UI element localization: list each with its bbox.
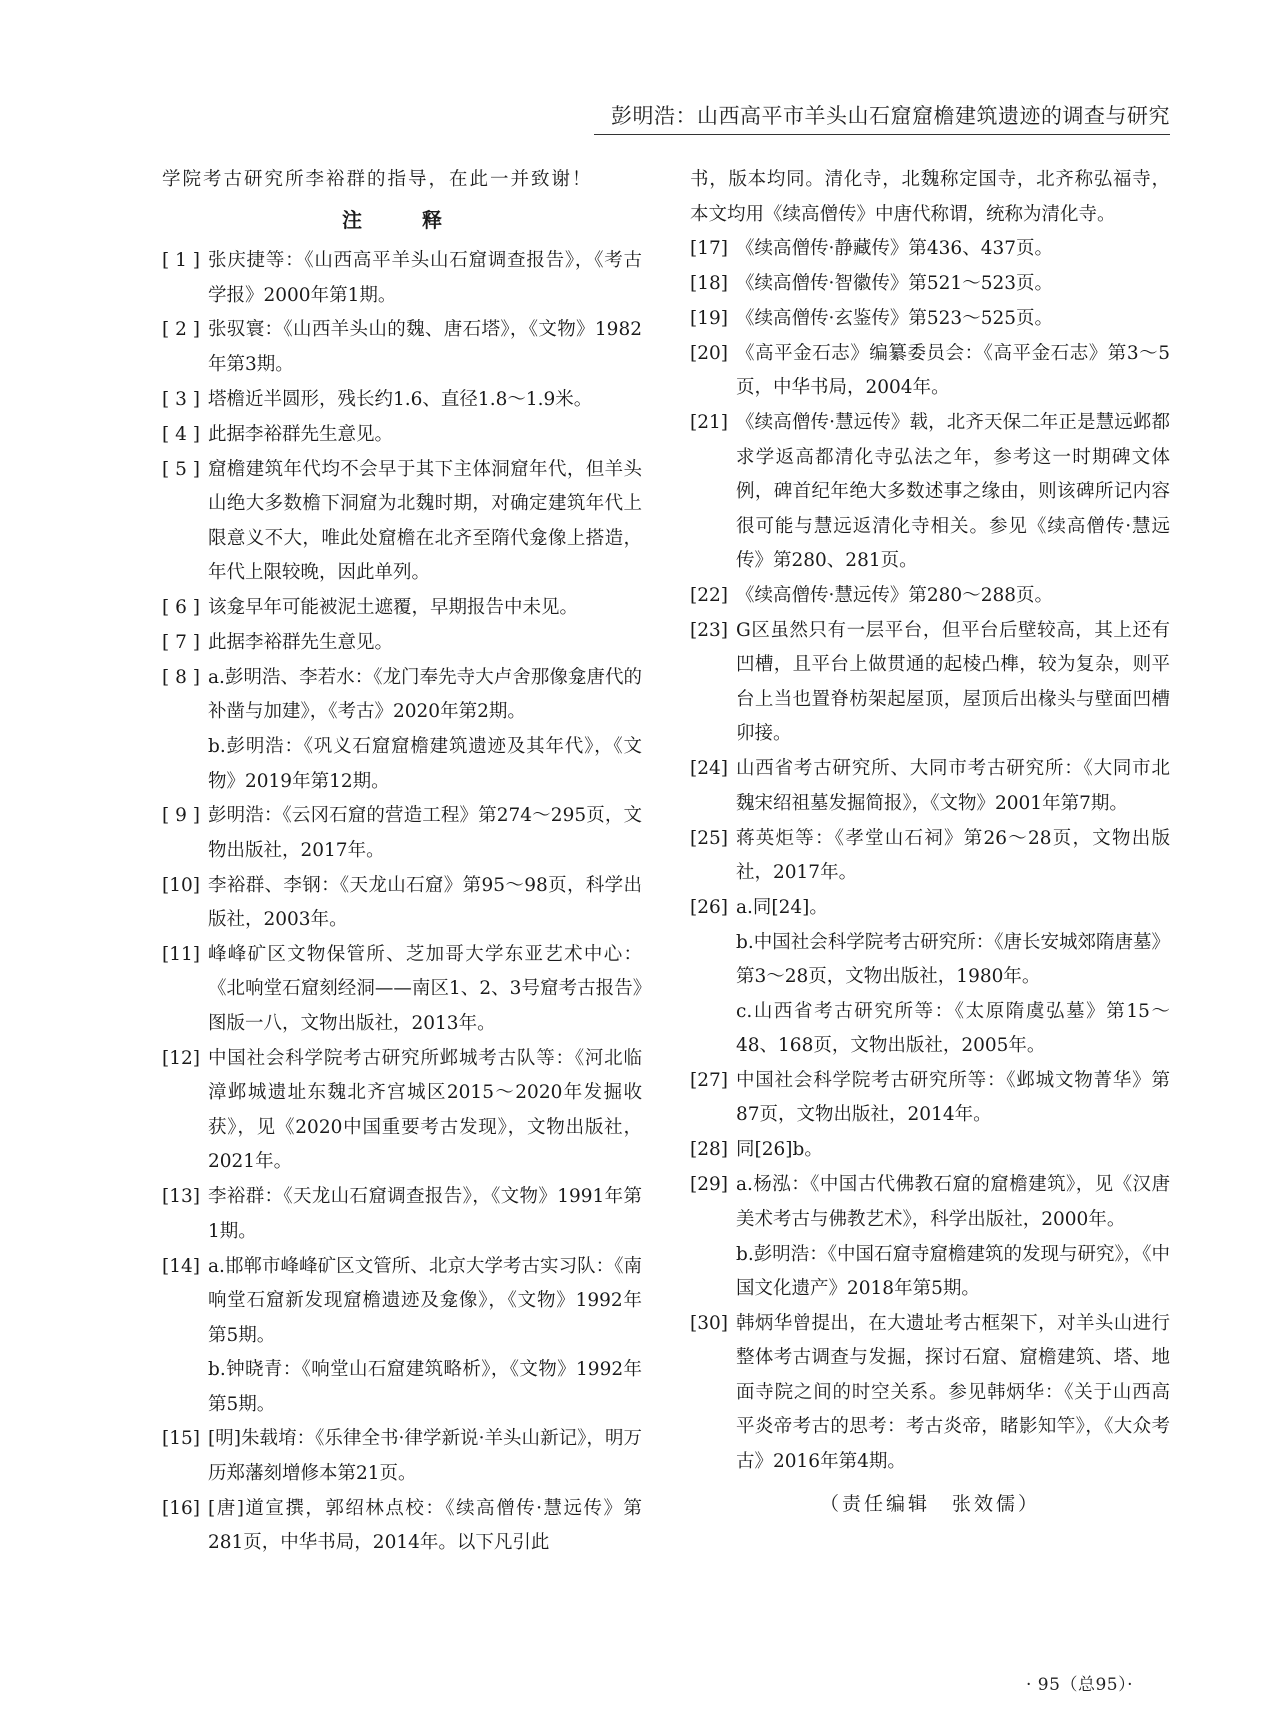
note-number: [23] [690,619,728,641]
note-item [162,626,642,661]
note-text: 此据李裕群先生意见。 [208,631,394,653]
note-item [690,579,1170,614]
note-text: 《续高僧传·慧远传》载，北齐天保二年正是慧远邺都求学返高都清化寺弘法之年，参考这一时期碑文体例，碑首纪年绝大多数述事之缘由，则该碑所记内容很可能与慧远返清化寺相关。参见《续高僧传·慧远传》第280、281页。 [736,412,1170,572]
note-text: 此据李裕群先生意见。 [208,423,394,445]
note-number: [13] [162,1186,200,1208]
note-number: [ 8 ] [162,666,200,688]
header-rule [594,134,1170,135]
note-item [690,1168,1170,1237]
note-item [690,614,1170,752]
note-item [690,1307,1170,1480]
note-subitem: b.中国社会科学院考古研究所：《唐长安城郊隋唐墓》第3～28页，文物出版社，1980年。 [736,931,1170,988]
running-header: 彭明浩：山西高平市羊头山石窟窟檐建筑遗迹的调查与研究 [611,104,1170,128]
note-text: 《高平金石志》编纂委员会：《高平金石志》第3～5页，中华书局，2004年。 [736,342,1170,399]
note-text: 峰峰矿区文物保管所、芝加哥大学东亚艺术中心：《北响堂石窟刻经洞——南区1、2、3号窟考古报告》图版一八，文物出版社，2013年。 [208,943,642,1034]
note-item [690,1133,1170,1168]
left-column [162,163,642,1561]
note-text: [明]朱载堉：《乐律全书·律学新说·羊头山新记》，明万历郑藩刻增修本第21页。 [208,1428,642,1484]
note-number: [22] [690,584,728,606]
notes-list-left [162,244,642,1561]
note-number: [ 1 ] [162,250,200,271]
note-number: [11] [162,943,200,965]
note-text: a.杨泓：《中国古代佛教石窟的窟檐建筑》，见《汉唐美术考古与佛教艺术》，科学出版社，2000年。 [736,1174,1170,1230]
right-column [690,163,1170,1522]
note-item [690,891,1170,926]
note-number: [ 5 ] [162,458,200,480]
note-text: 李裕群、李钢：《天龙山石窟》第95～98页，科学出版社，2003年。 [208,874,642,931]
note-item [690,232,1170,267]
note-text: 同[26]b。 [736,1139,823,1161]
note-item [690,337,1170,406]
note-text: G区虽然只有一层平台，但平台后壁较高，其上还有凹槽，且平台上做贯通的起棱凸榫，较为复杂，则平台上当也置脊枋架起屋顶，屋顶后出椽头与壁面凹槽卯接。 [736,619,1170,745]
note-text: 蒋英炬等：《孝堂山石祠》第26～28页，文物出版社，2017年。 [736,827,1170,884]
note-item [162,661,642,730]
note-number: [ 2 ] [162,319,200,341]
page-number: · 95（总95）· [1026,1675,1133,1695]
note-number: [10] [162,874,200,896]
note-number: [26] [690,897,728,919]
note-number: [ 4 ] [162,423,200,445]
note-text: 张庆捷等：《山西高平羊头山石窟调查报告》，《考古学报》2000年第1期。 [208,250,642,306]
note-number: [21] [690,412,728,434]
note-text: 山西省考古研究所、大同市考古研究所：《大同市北魏宋绍祖墓发掘简报》，《文物》2001年第7期。 [736,758,1170,814]
note-text: 该龛早年可能被泥土遮覆，早期报告中未见。 [208,596,579,618]
note-text: a.同[24]。 [736,897,828,919]
note-text: 《续高僧传·慧远传》第280～288页。 [736,584,1054,606]
note-number: [ 7 ] [162,631,200,653]
note-text: 窟檐建筑年代均不会早于其下主体洞窟年代，但羊头山绝大多数檐下洞窟为北魏时期，对确定建筑年代上限意义不大，唯此处窟檐在北齐至隋代龛像上搭造，年代上限较晚，因此单列。 [208,458,642,584]
note-number: [25] [690,827,728,849]
note-item [690,752,1170,821]
note-item [690,822,1170,891]
note-item [162,1250,642,1354]
note-number: [ 9 ] [162,805,200,827]
note-text: 中国社会科学院考古研究所邺城考古队等：《河北临漳邺城遗址东魏北齐宫城区2015～2020年发掘收获》，见《2020中国重要考古发现》，文物出版社，2021年。 [208,1047,642,1173]
note-text: 《续高僧传·智徽传》第521～523页。 [736,272,1054,294]
note-number: [28] [690,1139,728,1161]
note-text: a.彭明浩、李若水：《龙门奉先寺大卢舍那像龛唐代的补凿与加建》，《考古》2020年第2期。 [208,666,642,723]
note-item [162,313,642,382]
note-item [690,1064,1170,1133]
note-text: 《续高僧传·静藏传》第436、437页。 [736,238,1054,259]
note-text: 《续高僧传·玄鉴传》第523～525页。 [736,307,1054,329]
note-number: [19] [690,307,728,329]
note-number: [12] [162,1047,200,1069]
note-number: [29] [690,1174,728,1196]
note-subitem: b.钟晓青：《响堂山石窟建筑略析》，《文物》1992年第5期。 [208,1359,642,1415]
note-subitem: b.彭明浩：《中国石窟寺窟檐建筑的发现与研究》，《中国文化遗产》2018年第5期。 [736,1243,1170,1300]
note-item [162,418,642,453]
note-item [162,1492,642,1561]
note-item [162,1042,642,1180]
notes-list-right [690,232,1170,1479]
note-number: [ 6 ] [162,596,200,618]
note-number: [30] [690,1312,728,1334]
note-item [690,406,1170,579]
note-text: 李裕群：《天龙山石窟调查报告》，《文物》1991年第1期。 [208,1186,642,1242]
note-number: [15] [162,1428,200,1450]
acknowledgement-text: 学院考古研究所李裕群的指导，在此一并致谢！ [162,169,593,190]
note-text: 彭明浩：《云冈石窟的营造工程》第274～295页，文物出版社，2017年。 [208,805,642,861]
note-item [162,244,642,313]
note-item [162,1180,642,1249]
note-number: [18] [690,272,728,294]
note-item [690,302,1170,337]
note-item [162,453,642,591]
note-text: 张驭寰：《山西羊头山的魏、唐石塔》，《文物》1982年第3期。 [208,319,642,375]
note-number: [17] [690,238,728,259]
note-number: [ 3 ] [162,388,200,410]
editor-credit: （责任编辑 张效儒） [819,1493,1040,1516]
note-text: 韩炳华曾提出，在大遗址考古框架下，对羊头山进行整体考古调查与发掘，探讨石窟、窟檐建筑、塔、地面寺院之间的时空关系。参见韩炳华：《关于山西高平炎帝考古的思考：考古炎帝，睹影知竿》，《大众考古》2016年第4期。 [736,1312,1170,1472]
note-item [162,799,642,868]
note-item [162,1422,642,1491]
note-16-continuation: 书，版本均同。清化寺，北魏称定国寺，北齐称弘福寺，本文均用《续高僧传》中唐代称谓，统称为清化寺。 [690,169,1170,225]
note-subitem: c.山西省考古研究所等：《太原隋虞弘墓》第15～48、168页，文物出版社，2005年。 [736,1000,1170,1057]
note-text: 塔檐近半圆形，残长约1.6、直径1.8～1.9米。 [208,388,593,410]
note-item [690,267,1170,302]
note-text: [唐]道宣撰，郭绍林点校：《续高僧传·慧远传》第281页，中华书局，2014年。以下凡引此 [208,1497,642,1554]
note-subitem: b.彭明浩：《巩义石窟窟檐建筑遗迹及其年代》，《文物》2019年第12期。 [208,736,642,792]
note-number: [27] [690,1069,728,1091]
note-number: [20] [690,342,728,364]
notes-heading: 注 释 [342,207,462,232]
note-number: [14] [162,1255,200,1277]
note-item [162,383,642,418]
note-number: [16] [162,1497,200,1519]
note-text: a.邯郸市峰峰矿区文管所、北京大学考古实习队：《南响堂石窟新发现窟檐遗迹及龛像》，《文物》1992年第5期。 [208,1255,642,1346]
note-item [162,591,642,626]
note-number: [24] [690,758,728,780]
note-text: 中国社会科学院考古研究所等：《邺城文物菁华》第87页，文物出版社，2014年。 [736,1069,1170,1126]
note-item [162,869,642,938]
note-item [162,938,642,1042]
